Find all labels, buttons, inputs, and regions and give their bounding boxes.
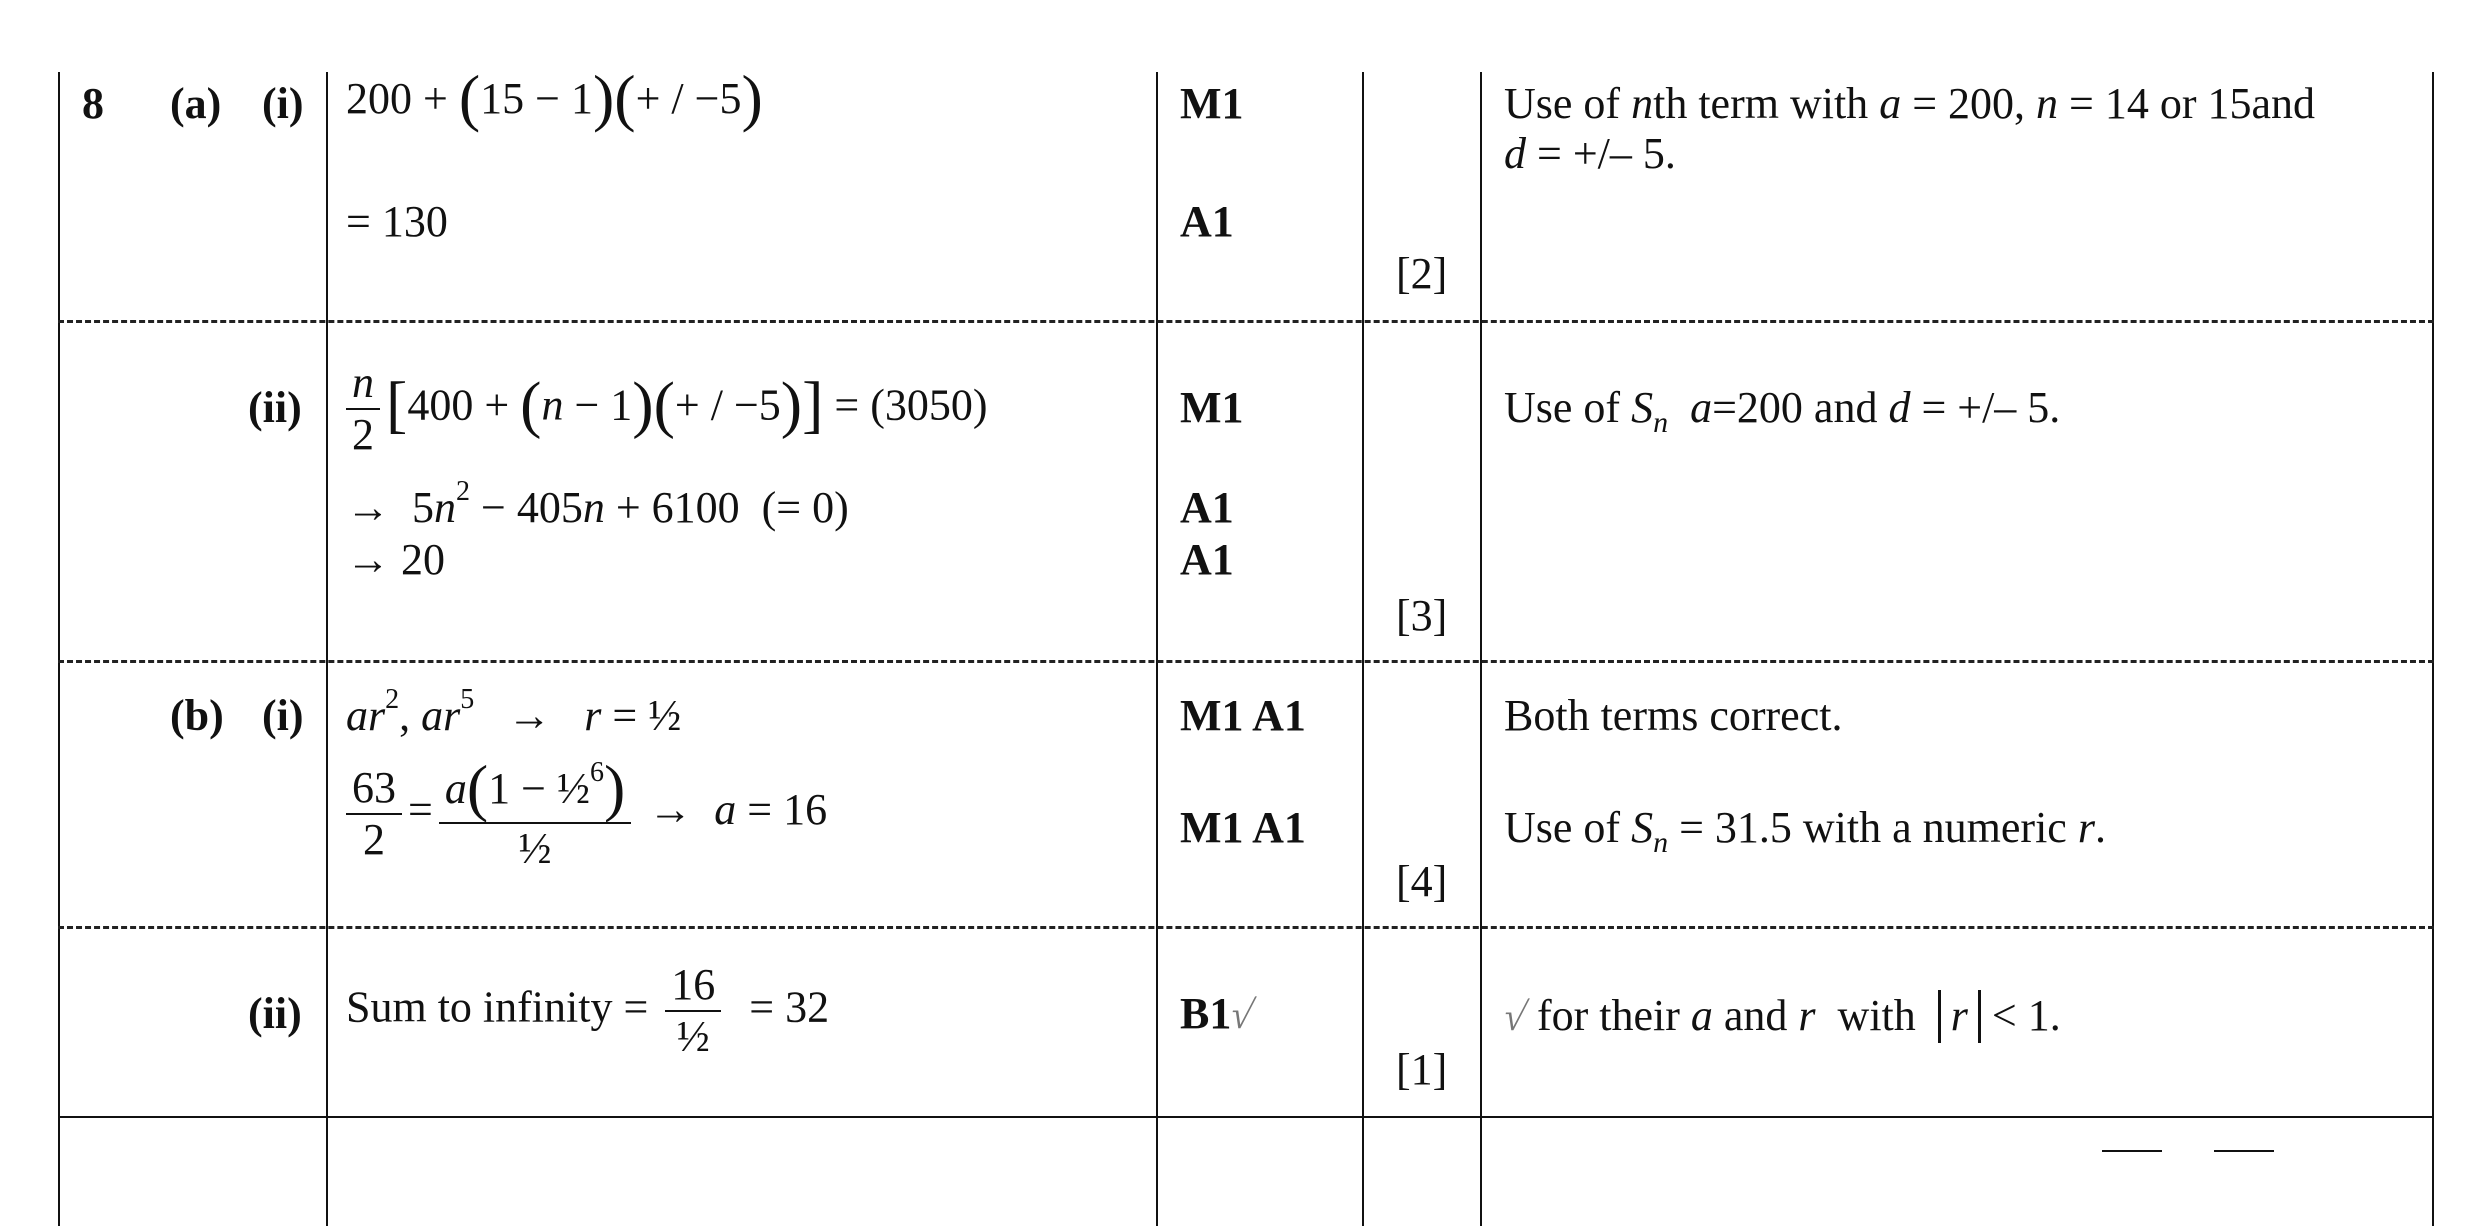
question-number: 8	[82, 79, 104, 128]
part-label: (a)	[170, 79, 222, 128]
row-separator-solid	[58, 1116, 2434, 1118]
part-label: (b)	[170, 691, 224, 740]
partial-next-row-mark	[2214, 1150, 2274, 1152]
subpart-label: (i)	[262, 691, 304, 740]
column-divider-total	[1362, 72, 1364, 1226]
guidance-text: d = +/– 5.	[1504, 129, 1676, 178]
follow-through-tick-icon: √	[1499, 994, 1531, 1039]
working-line: Sum to infinity = $\frac{16}{\text{½}}$ = 32	[346, 960, 830, 1062]
guidance-text: Use of $S_n = 31.5$ with a numeric r.	[1504, 803, 2106, 859]
column-divider-guidance	[1480, 72, 1482, 1226]
column-divider-working	[326, 72, 328, 1226]
mark-total: [4]	[1396, 857, 1448, 906]
subpart-label: (ii)	[248, 989, 302, 1038]
mark-total: [2]	[1396, 249, 1448, 298]
working-line: → 20	[346, 535, 445, 584]
table-border-right	[2432, 72, 2434, 1226]
mark-total: [3]	[1396, 591, 1448, 640]
mark-code: A1	[1180, 197, 1234, 246]
mark-code: M1	[1180, 79, 1244, 128]
table-border-left	[58, 72, 60, 1226]
subpart-label: (i)	[262, 79, 304, 128]
working-line: = 130	[346, 197, 448, 246]
guidance-text: Use of nth term with a = 200, n = 14 or 15and	[1504, 79, 2316, 128]
row-separator	[58, 320, 2434, 323]
mark-code: A1	[1180, 535, 1234, 584]
row-separator	[58, 660, 2434, 663]
row-separator	[58, 926, 2434, 929]
working-line: → $5n^2 - 405n + 6100$ (= 0)	[346, 476, 849, 532]
mark-code: B1√	[1180, 989, 1259, 1038]
guidance-text: Use of $S_n$ a=200 and d = +/– 5.	[1504, 383, 2061, 439]
mark-total: [1]	[1396, 1045, 1448, 1094]
working-line: $\frac{n}{2}$ [400 + (n − 1)(+ / −5)] = (3050)	[346, 360, 988, 458]
mark-code: M1	[1180, 383, 1244, 432]
working-line: 200 + (15 − 1)(+ / −5)	[346, 62, 763, 133]
follow-through-tick-icon: √	[1226, 992, 1259, 1037]
column-divider-marks	[1156, 72, 1158, 1226]
partial-next-row-mark	[2102, 1150, 2162, 1152]
working-line: $ar^2$, $ar^5 \to r$ = ½	[346, 684, 682, 740]
subpart-label: (ii)	[248, 383, 302, 432]
guidance-text: √ for their a and r with r < 1.	[1504, 990, 2061, 1043]
mark-code: M1 A1	[1180, 803, 1306, 852]
mark-code: A1	[1180, 483, 1234, 532]
guidance-text: Both terms correct.	[1504, 691, 1843, 740]
working-line: $\frac{63}{2}$ = $\frac{a(1 - \frac{1}{2}^6)}{\text{½}}$ → a = 16	[346, 756, 827, 872]
mark-code: M1 A1	[1180, 691, 1306, 740]
